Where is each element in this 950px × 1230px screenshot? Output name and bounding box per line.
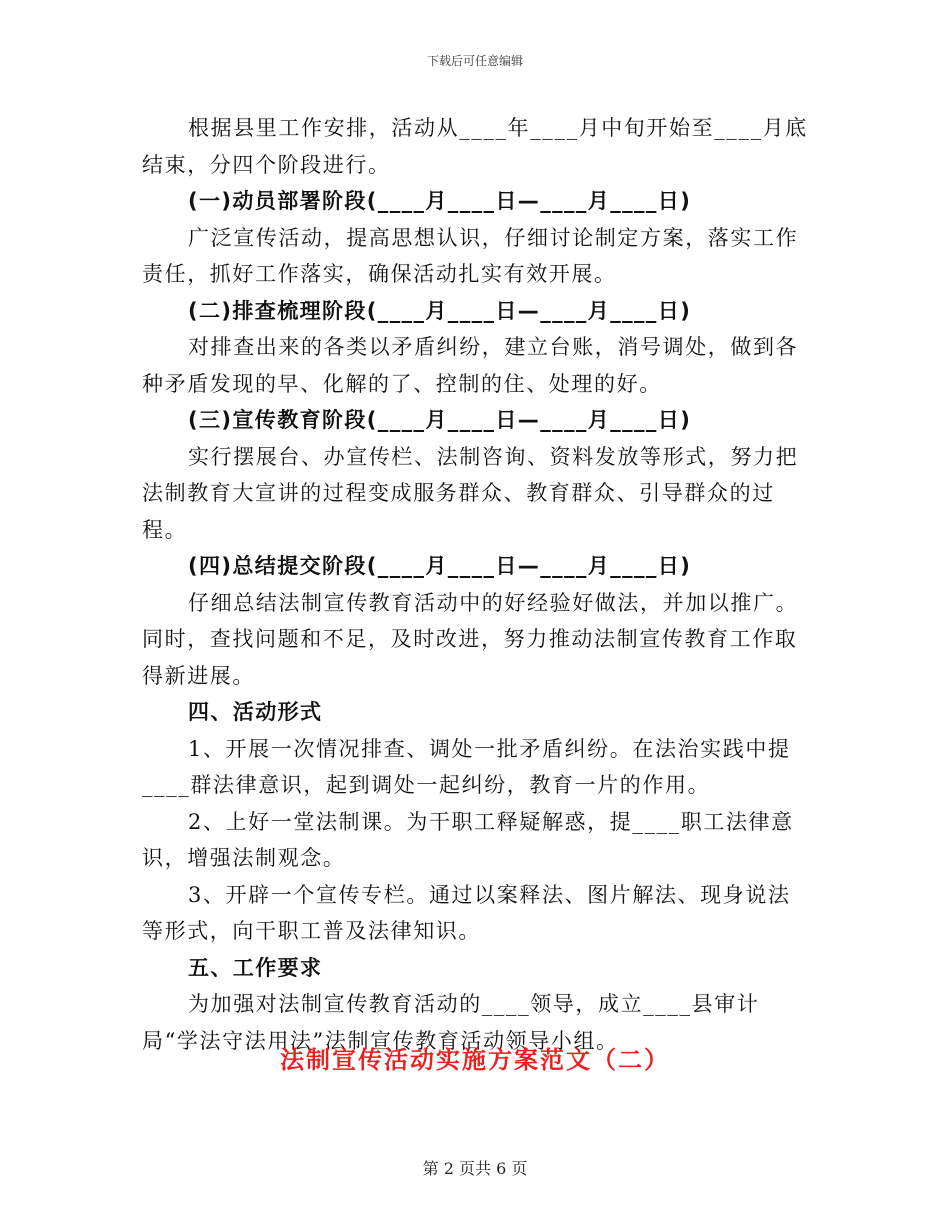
activity-item-2: 2、上好一堂法制课。为干职工释疑解惑，提____职工法律意识，增强法制观念。 xyxy=(142,809,794,870)
page-footer: 第 2 页共 6 页 xyxy=(422,1159,528,1178)
section-title: 法制宣传活动实施方案范文（二） xyxy=(280,1046,670,1074)
stage-2-heading: (二)排查梳理阶段(____月____日—____月____日) xyxy=(188,298,692,323)
stage-1-heading: (一)动员部署阶段(____月____日—____月____日) xyxy=(188,189,692,213)
section-4-heading: 四、活动形式 xyxy=(188,700,323,724)
stage-1-paragraph: 广泛宣传活动，提高思想认识，仔细讨论制定方案，落实工作责任，抓好工作落实，确保活动扎实有效开展。 xyxy=(142,225,799,286)
intro-paragraph: 根据县里工作安排，活动从____年____月中旬开始至____月底结束，分四个阶段进行。 xyxy=(142,116,808,177)
page-header: 下载后可任意编辑 xyxy=(426,54,523,68)
activity-item-3: 3、开辟一个宣传专栏。通过以案释法、图片解法、现身说法等形式，向干职工普及法律知识。 xyxy=(142,882,791,943)
stage-4-heading: (四)总结提交阶段(____月____日—____月____日) xyxy=(188,554,692,578)
stage-2-paragraph: 对排查出来的各类以矛盾纠纷，建立台账，消号调处，做到各种矛盾发现的早、化解的了、控制的住、处理的好。 xyxy=(142,335,799,396)
stage-4-paragraph: 仔细总结法制宣传教育活动中的好经验好做法，并加以推广。同时，查找问题和不足，及时改进，努力推动法制宣传教育工作取得新进展。 xyxy=(142,590,799,688)
section-5-heading: 五、工作要求 xyxy=(188,955,323,980)
stage-3-heading: (三)宣传教育阶段(____月____日—____月____日) xyxy=(188,408,692,432)
requirements-paragraph: 为加强对法制宣传教育活动的____领导，成立____县审计局“学法守法用法”法制宣传教育活动领导小组。 xyxy=(142,992,760,1053)
activity-item-1: 1、开展一次情况排查、调处一批矛盾纠纷。在法治实践中提____群法律意识，起到调处一起纠纷，教育一片的作用。 xyxy=(142,736,791,797)
document-body xyxy=(142,110,808,1059)
stage-3-paragraph: 实行摆展台、办宣传栏、法制咨询、资料发放等形式，努力把法制教育大宣讲的过程变成服务群众、教育群众、引导群众的过程。 xyxy=(142,444,799,542)
